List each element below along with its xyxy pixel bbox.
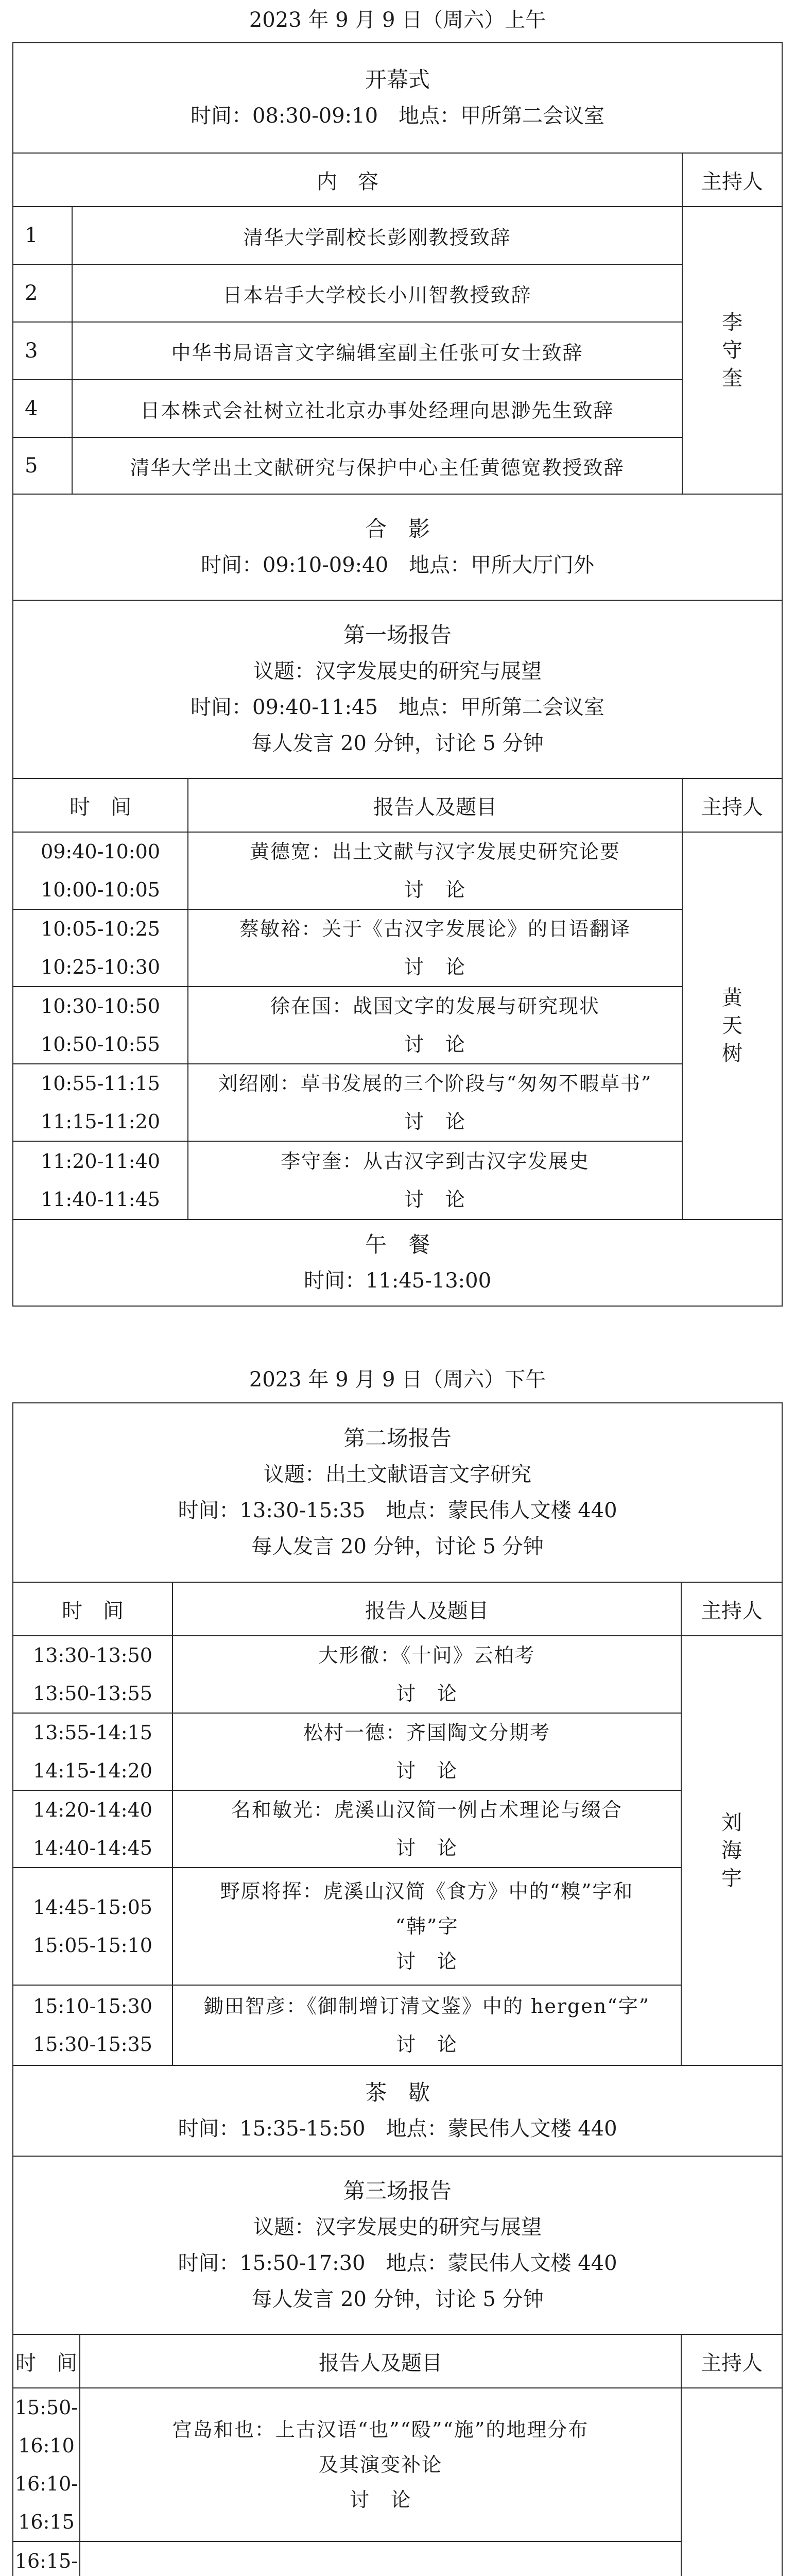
text-line: 名和敏光：虎溪山汉简一例占术理论与缀合 — [231, 1799, 623, 1821]
session2-info: 时间：13:30-15:35 地点：蒙民伟人文楼 440 — [178, 1499, 617, 1522]
text-line: 刘 — [721, 1811, 742, 1835]
opening-host — [682, 207, 782, 494]
lunch-info: 时间：11:45-13:00 — [303, 1269, 492, 1293]
report-time — [13, 832, 188, 909]
speech-item: 中华书局语言文字编辑室副主任张可女士致辞 — [72, 322, 682, 380]
report-column-header: 报告人及题目 — [80, 2334, 681, 2388]
text-line: 大形徹：《十问》云柏考 — [318, 1644, 535, 1667]
session2-topic: 议题：出土文献语言文字研究 — [264, 1463, 531, 1486]
report-time — [13, 909, 188, 987]
text-line: 讨 论 — [395, 1759, 458, 1782]
report-column-header: 报告人及题目 — [188, 778, 682, 832]
report-column-header: 报告人及题目 — [172, 1582, 681, 1636]
text-line: 野原将挥：虎溪山汉简《食方》中的“糗”字和 — [220, 1880, 634, 1903]
report-time — [13, 987, 188, 1064]
report-time — [13, 1141, 188, 1219]
speech-item: 清华大学副校长彭刚教授致辞 — [72, 207, 682, 264]
photo-title: 合 影 — [365, 516, 430, 541]
text-line: 宇 — [721, 1867, 742, 1890]
report-title — [188, 1064, 682, 1141]
text-line: 13:50-13:55 — [33, 1682, 152, 1705]
text-line: 09:40-10:00 — [41, 840, 160, 863]
report-title — [80, 2541, 681, 2576]
report-time — [13, 1064, 188, 1141]
report-title — [80, 2388, 681, 2541]
session1-title: 第一场报告 — [343, 622, 452, 648]
time-column-header: 时 间 — [13, 778, 188, 832]
photo-info: 时间：09:10-09:40 地点：甲所大厅门外 — [200, 553, 595, 577]
host-column-header: 主持人 — [682, 778, 782, 832]
text-line: 海 — [721, 1839, 742, 1862]
text-line: 14:45-15:05 — [33, 1896, 152, 1919]
text-line: 讨 论 — [404, 1110, 466, 1133]
speech-number: 5 — [13, 437, 72, 494]
text-line: 15:05-15:10 — [33, 1934, 152, 1957]
text-line: 讨 论 — [404, 956, 466, 978]
text-line: 讨 论 — [404, 1188, 466, 1211]
text-line: 徐在国：战国文字的发展与研究现状 — [270, 995, 600, 1018]
session3-rule: 每人发言 20 分钟，讨论 5 分钟 — [251, 2287, 544, 2311]
report-title — [188, 909, 682, 987]
text-line: “韩”字 — [395, 1915, 459, 1938]
session1-topic: 议题：汉字发展史的研究与展望 — [253, 659, 542, 683]
text-line: 及其演变补论 — [318, 2453, 442, 2476]
text-line: 李 — [722, 311, 742, 334]
speech-number: 3 — [13, 322, 72, 380]
report-time — [13, 2541, 80, 2576]
tea-info: 时间：15:35-15:50 地点：蒙民伟人文楼 440 — [178, 2117, 617, 2141]
report-time — [13, 2388, 80, 2541]
session2-host — [681, 1636, 782, 2065]
text-line: 10:00-10:05 — [41, 878, 160, 901]
session3-host — [681, 2388, 782, 2576]
text-line: 宫岛和也：上古汉语“也”“殹”“施”的地理分布 — [172, 2418, 589, 2441]
session3-topic: 议题：汉字发展史的研究与展望 — [253, 2215, 542, 2239]
tea-title: 茶 歇 — [365, 2080, 430, 2105]
report-title — [172, 1868, 681, 1985]
content-column-header: 内 容 — [13, 153, 682, 207]
opening-info: 时间：08:30-09:10 地点：甲所第二会议室 — [190, 104, 605, 128]
group-photo-block — [13, 494, 782, 600]
report-title — [188, 1141, 682, 1219]
tea-break-block — [13, 2065, 782, 2156]
opening-ceremony-block — [13, 43, 782, 153]
afternoon-schedule-table — [12, 1402, 783, 2576]
text-line: 14:15-14:20 — [33, 1759, 152, 1782]
speech-number: 1 — [13, 207, 72, 264]
speech-item: 日本岩手大学校长小川智教授致辞 — [72, 264, 682, 322]
text-line: 10:30-10:50 — [41, 995, 160, 1018]
report-title — [172, 1636, 681, 1713]
text-line: 黄德宽：出土文献与汉字发展史研究论要 — [249, 840, 620, 863]
session1-info: 时间：09:40-11:45 地点：甲所第二会议室 — [190, 696, 605, 719]
text-line: 14:20-14:40 — [33, 1799, 152, 1821]
text-line: 李守奎：从古汉字到古汉字发展史 — [280, 1150, 590, 1173]
text-line: 蔡敏裕：关于《古汉字发展论》的日语翻译 — [239, 918, 631, 940]
time-column-header: 时 间 — [13, 1582, 172, 1636]
morning-schedule-table — [12, 42, 783, 1307]
text-line: 11:20-11:40 — [41, 1150, 160, 1173]
session1-rule: 每人发言 20 分钟，讨论 5 分钟 — [251, 732, 544, 755]
text-line: 15:50-16:10 — [14, 2396, 78, 2457]
text-line: 讨 论 — [395, 1682, 458, 1705]
text-line: 讨 论 — [395, 1950, 458, 1973]
text-line: 讨 论 — [395, 1837, 458, 1859]
report-time — [13, 1985, 172, 2065]
session3-block — [13, 2156, 782, 2334]
text-line: 11:40-11:45 — [41, 1188, 160, 1211]
time-column-header: 时 间 — [13, 2334, 80, 2388]
text-line: 13:55-14:15 — [33, 1721, 152, 1744]
session2-rule: 每人发言 20 分钟，讨论 5 分钟 — [251, 1535, 544, 1558]
text-line: 14:40-14:45 — [33, 1837, 152, 1859]
opening-title: 开幕式 — [365, 67, 430, 92]
host-column-header: 主持人 — [681, 1582, 782, 1636]
session3-title: 第三场报告 — [343, 2178, 452, 2204]
text-line: 讨 论 — [395, 2033, 458, 2056]
text-line: 10:25-10:30 — [41, 956, 160, 978]
text-line: 10:55-11:15 — [41, 1072, 160, 1095]
session2-block — [13, 1403, 782, 1582]
afternoon-date-heading: 2023 年 9 月 9 日（周六）下午 — [249, 1368, 546, 1392]
morning-date-heading: 2023 年 9 月 9 日（周六）上午 — [249, 8, 546, 32]
text-line: 守 — [722, 338, 742, 362]
session1-host — [682, 832, 782, 1219]
text-line: 13:30-13:50 — [33, 1644, 152, 1667]
text-line: 10:05-10:25 — [41, 918, 160, 940]
text-line: 讨 论 — [404, 1033, 466, 1056]
speech-number: 4 — [13, 380, 72, 437]
speech-item: 日本株式会社树立社北京办事处经理向思渺先生致辞 — [72, 380, 682, 437]
text-line: 讨 论 — [404, 878, 466, 901]
speech-item: 清华大学出土文献研究与保护中心主任黄德宽教授致辞 — [72, 437, 682, 494]
report-title — [188, 987, 682, 1064]
report-title — [172, 1713, 681, 1790]
host-column-header: 主持人 — [681, 2334, 782, 2388]
text-line: 天 — [722, 1014, 742, 1038]
text-line: 15:10-15:30 — [33, 1995, 152, 2018]
text-line: 鋤田智彦：《御制增订清文鉴》中的 hergen“字” — [203, 1995, 650, 2018]
text-line: 树 — [722, 1042, 742, 1065]
lunch-title: 午 餐 — [365, 1232, 430, 1257]
speech-number: 2 — [13, 264, 72, 322]
report-time — [13, 1636, 172, 1713]
text-line: 黄 — [722, 986, 742, 1010]
text-line: 讨 论 — [349, 2488, 411, 2511]
report-title — [188, 832, 682, 909]
session2-title: 第二场报告 — [343, 1426, 452, 1451]
report-time — [13, 1868, 172, 1985]
text-line: 10:50-10:55 — [41, 1033, 160, 1056]
text-line: 刘绍刚：草书发展的三个阶段与“匆匆不暇草书” — [218, 1072, 652, 1095]
report-title — [172, 1790, 681, 1868]
text-line: 16:15- — [14, 2550, 78, 2572]
session3-info: 时间：15:50-17:30 地点：蒙民伟人文楼 440 — [178, 2251, 617, 2275]
host-column-header: 主持人 — [682, 153, 782, 207]
report-time — [13, 1713, 172, 1790]
text-line: 11:15-11:20 — [41, 1110, 160, 1133]
text-line: 16:10-16:15 — [14, 2472, 78, 2533]
report-title — [172, 1985, 681, 2065]
text-line: 奎 — [722, 366, 742, 390]
lunch-block — [13, 1219, 782, 1306]
session1-block — [13, 600, 782, 778]
text-line: 15:30-15:35 — [33, 2033, 152, 2056]
text-line: 松村一德：齐国陶文分期考 — [303, 1721, 550, 1744]
report-time — [13, 1790, 172, 1868]
